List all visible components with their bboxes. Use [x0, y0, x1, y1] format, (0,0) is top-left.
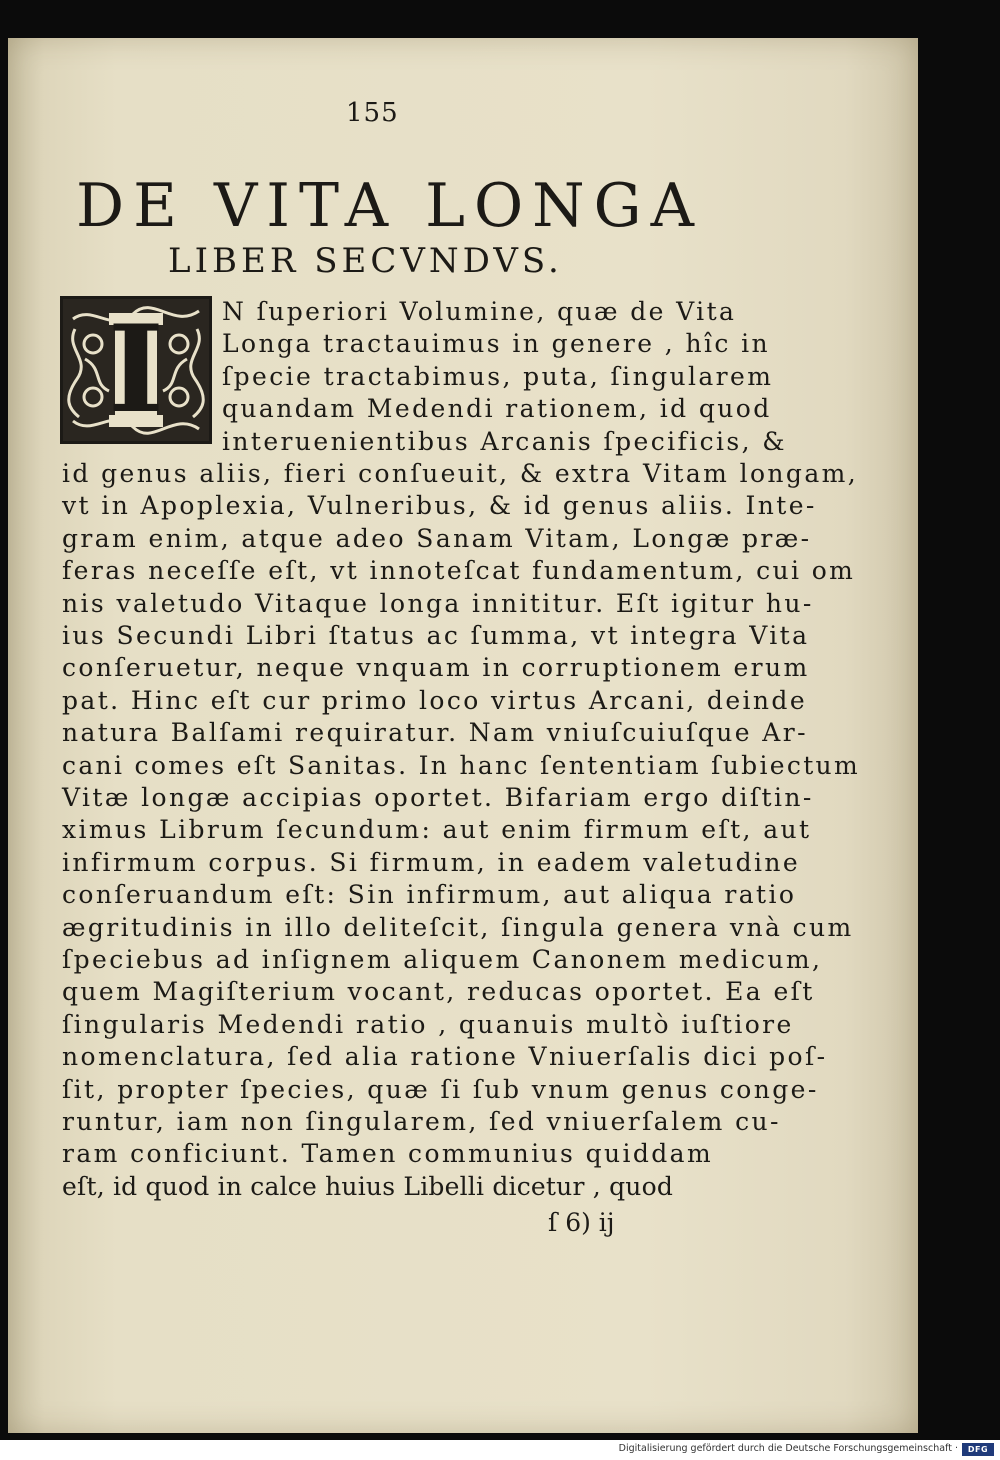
text-line: ximus Librum ſecundum: aut enim firmum eſt, aut	[62, 815, 812, 845]
book-page	[8, 38, 918, 1433]
text-line: eſt, id quod in calce huius Libelli dicetur , quod	[62, 1171, 674, 1201]
chapter-title: DE VITA LONGA	[76, 171, 703, 241]
text-line: pat. Hinc eſt cur primo loco virtus Arcani, deinde	[62, 685, 808, 715]
text-line: natura Balſami requiratur. Nam vniuſcuiuſque Ar-	[62, 718, 808, 748]
text-line: cani comes eſt Sanitas. In hanc ſententiam ſubiectum	[62, 750, 860, 780]
text-line: nomenclatura, ſed alia ratione Vniuerſalis dici poſ-	[62, 1042, 828, 1072]
text-line: quem Magiſterium vocant, reducas oportet. Ea eſt	[62, 977, 815, 1007]
text-line: id genus aliis, fieri conſueuit, & extra Vitam longam,	[62, 459, 859, 488]
text-line: ſpeciebus ad inſignem aliquem Canonem medicum,	[62, 945, 823, 974]
text-line: Longa tractauimus in genere , hîc in	[222, 329, 771, 359]
text-line: Vitæ longæ accipias oportet. Bifariam ergo diſtin-	[62, 783, 814, 812]
text-line: ius Secundi Libri ſtatus ac ſumma, vt integra Vita	[62, 621, 810, 650]
funding-notice: Digitalisierung gefördert durch die Deutsche Forschungsgemeinschaft ·	[618, 1443, 958, 1454]
text-line: ram conficiunt. Tamen communius quiddam	[62, 1139, 714, 1169]
text-line: ægritudinis in illo deliteſcit, ſingula genera vnà cum	[62, 912, 854, 942]
text-line: conſeruandum eſt: Sin infirmum, aut aliqua ratio	[62, 880, 797, 910]
text-line: interuenientibus Arcanis ſpecificis, &	[222, 426, 787, 456]
text-line: ſpecie tractabimus, puta, ſingularem	[222, 361, 774, 391]
text-line: quandam Medendi rationem, id quod	[222, 394, 772, 424]
text-line: gram enim, atque adeo Sanam Vitam, Longæ præ-	[62, 523, 812, 553]
decorated-initial	[60, 296, 212, 444]
text-line: infirmum corpus. Si firmum, in eadem valetudine	[62, 847, 801, 877]
text-line: conſeruetur, neque vnquam in corruptionem erum	[62, 653, 810, 683]
chapter-subtitle: LIBER SECVNDVS.	[168, 241, 563, 281]
text-line: vt in Apoplexia, Vulneribus, & id genus aliis. Inte-	[62, 491, 817, 521]
initial-letter: I	[107, 299, 165, 440]
catchword-signature: ſ 6) ij	[548, 1208, 615, 1237]
text-line: runtur, iam non ſingularem, ſed vniuerſalem cu-	[62, 1107, 781, 1136]
text-line: feras neceſſe eſt, vt innoteſcat fundamentum, cui om	[62, 556, 856, 586]
text-line: nis valetudo Vitaque longa innititur. Eſt igitur hu-	[62, 588, 814, 618]
text-block	[8, 38, 918, 1433]
dfg-logo: DFG	[962, 1443, 994, 1456]
page-number: 155	[346, 98, 399, 128]
footer-bar	[0, 1440, 1000, 1460]
text-line: N ſuperiori Volumine, quæ de Vita	[222, 297, 737, 326]
text-line: ſingularis Medendi ratio , quanuis multò iuſtiore	[62, 1009, 794, 1039]
text-line: ſit, propter ſpecies, quæ ſi ſub vnum genus conge-	[62, 1074, 819, 1104]
